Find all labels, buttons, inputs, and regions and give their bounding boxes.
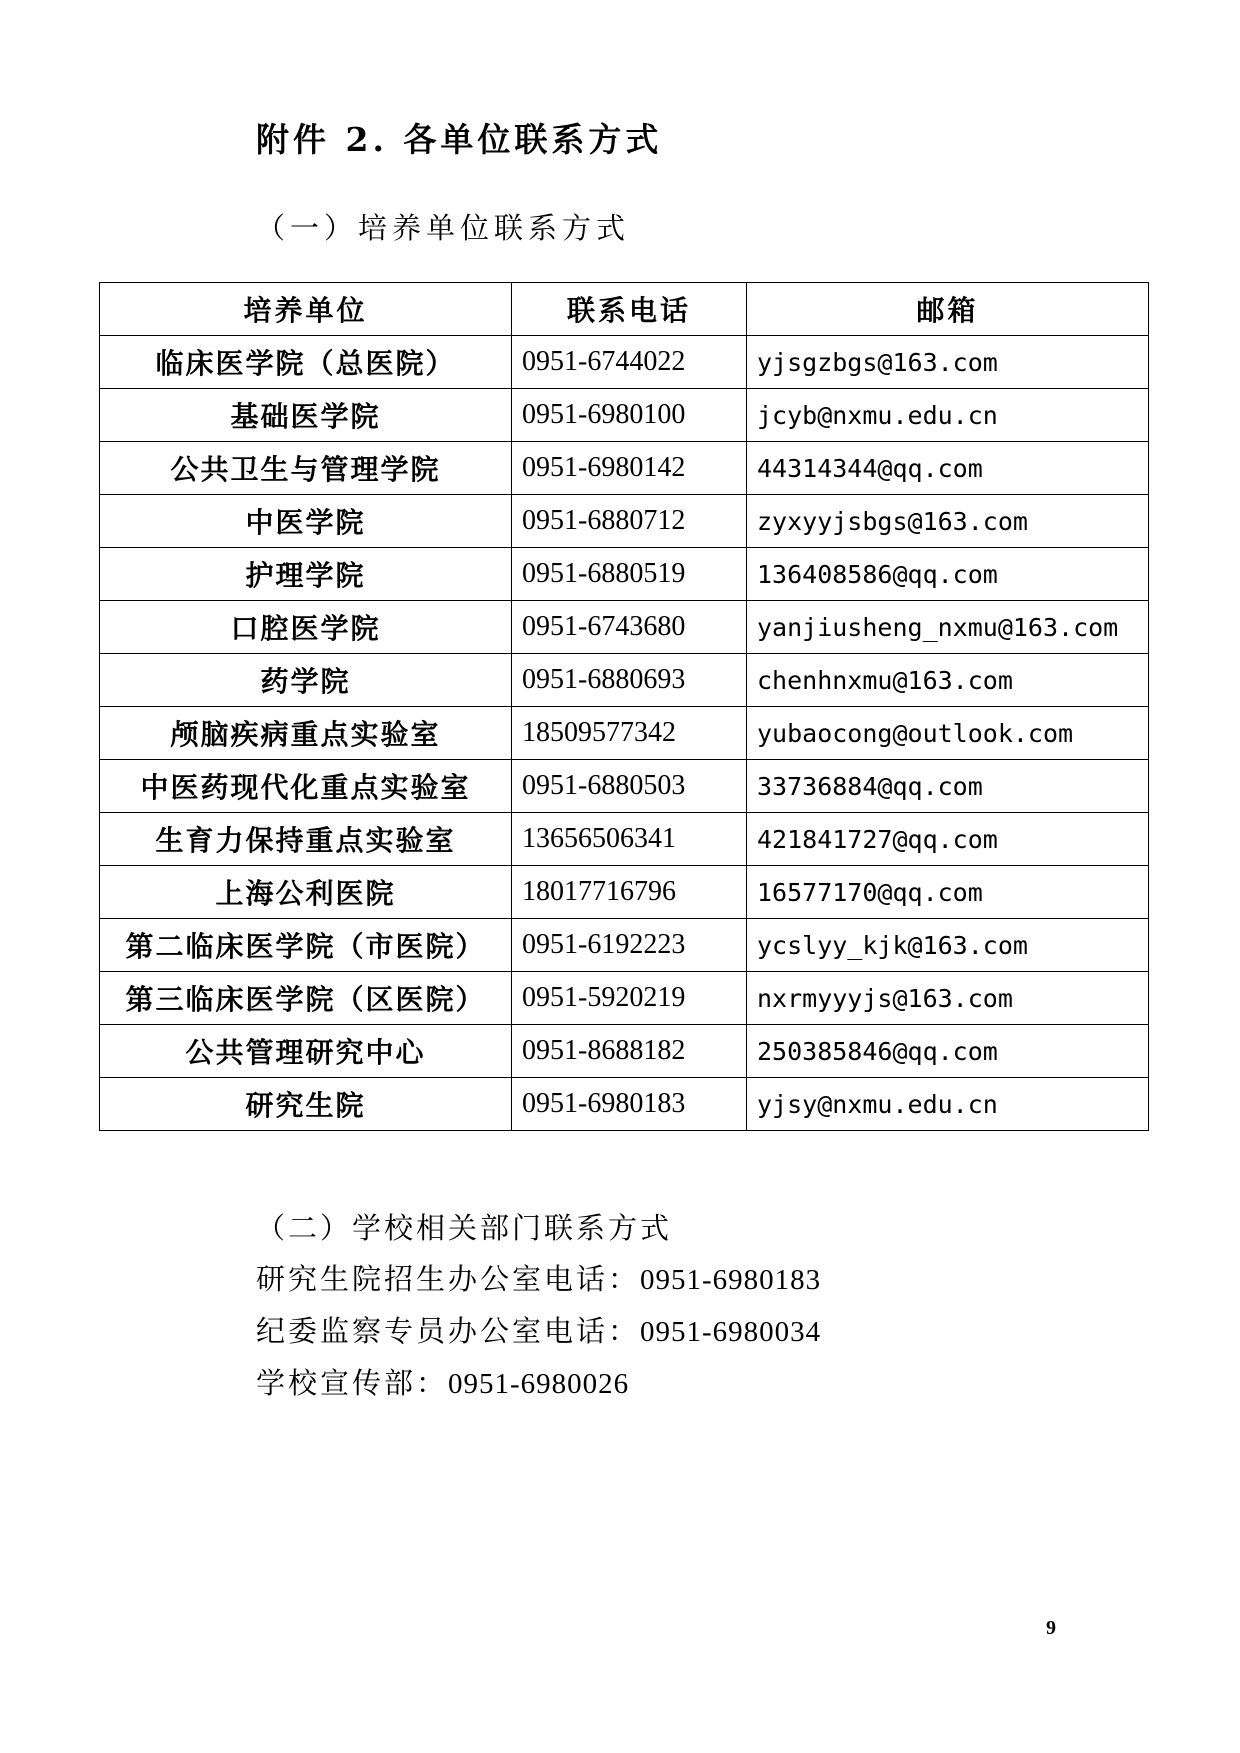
table-row <box>100 442 1149 495</box>
phone-cell: 0951-6192223 <box>512 919 747 972</box>
email-cell: yjsgzbgs@163.com <box>747 336 1149 389</box>
phone-cell: 18509577342 <box>512 707 747 760</box>
info-line-admissions <box>256 1257 821 1298</box>
unit-cell: 公共管理研究中心 <box>100 1025 512 1078</box>
email-cell: yubaocong@outlook.com <box>747 707 1149 760</box>
header-phone: 联系电话 <box>512 283 747 336</box>
email-cell: jcyb@nxmu.edu.cn <box>747 389 1149 442</box>
table-row <box>100 495 1149 548</box>
email-cell: 250385846@qq.com <box>747 1025 1149 1078</box>
phone-cell: 0951-6980183 <box>512 1078 747 1131</box>
table-row <box>100 654 1149 707</box>
email-cell: chenhnxmu@163.com <box>747 654 1149 707</box>
section1-title: （一）培养单位联系方式 <box>256 211 631 245</box>
email-cell: zyxyyjsbgs@163.com <box>747 495 1149 548</box>
table-row <box>100 1078 1149 1131</box>
unit-cell: 生育力保持重点实验室 <box>100 813 512 866</box>
contact-table <box>99 282 1149 1131</box>
table-row <box>100 813 1149 866</box>
email-cell: 16577170@qq.com <box>747 866 1149 919</box>
phone-cell: 0951-6744022 <box>512 336 747 389</box>
unit-cell: 中医学院 <box>100 495 512 548</box>
table-row <box>100 336 1149 389</box>
table-row <box>100 548 1149 601</box>
unit-cell: 护理学院 <box>100 548 512 601</box>
phone-cell: 0951-6743680 <box>512 601 747 654</box>
table-row <box>100 919 1149 972</box>
header-unit: 培养单位 <box>100 283 512 336</box>
unit-cell: 上海公利医院 <box>100 866 512 919</box>
table-row <box>100 760 1149 813</box>
email-cell: yjsy@nxmu.edu.cn <box>747 1078 1149 1131</box>
unit-cell: 基础医学院 <box>100 389 512 442</box>
email-cell: yanjiusheng_nxmu@163.com <box>747 601 1149 654</box>
phone-cell: 0951-8688182 <box>512 1025 747 1078</box>
table-row <box>100 1025 1149 1078</box>
table-header-row <box>100 283 1149 336</box>
info-phone: 0951-6980026 <box>448 1368 630 1400</box>
info-line-publicity <box>256 1361 629 1402</box>
phone-cell: 13656506341 <box>512 813 747 866</box>
info-phone: 0951-6980183 <box>640 1264 822 1296</box>
phone-cell: 0951-6980100 <box>512 389 747 442</box>
info-label: 纪委监察专员办公室电话： <box>256 1314 641 1348</box>
info-label: 学校宣传部： <box>256 1366 449 1400</box>
info-label: 研究生院招生办公室电话： <box>256 1262 641 1296</box>
email-cell: nxrmyyyjs@163.com <box>747 972 1149 1025</box>
phone-cell: 18017716796 <box>512 866 747 919</box>
unit-cell: 公共卫生与管理学院 <box>100 442 512 495</box>
info-line-discipline <box>256 1309 821 1350</box>
email-cell: ycslyy_kjk@163.com <box>747 919 1149 972</box>
unit-cell: 研究生院 <box>100 1078 512 1131</box>
header-email: 邮箱 <box>747 283 1149 336</box>
phone-cell: 0951-6880693 <box>512 654 747 707</box>
unit-cell: 颅脑疾病重点实验室 <box>100 707 512 760</box>
section2-title: （二）学校相关部门联系方式 <box>256 1211 673 1245</box>
email-cell: 421841727@qq.com <box>747 813 1149 866</box>
page-number: 9 <box>1046 1617 1056 1639</box>
unit-cell: 第二临床医学院（市医院） <box>100 919 512 972</box>
phone-cell: 0951-6980142 <box>512 442 747 495</box>
email-cell: 44314344@qq.com <box>747 442 1149 495</box>
unit-cell: 临床医学院（总医院） <box>100 336 512 389</box>
phone-cell: 0951-6880712 <box>512 495 747 548</box>
document-title: 附件 2. 各单位联系方式 <box>256 120 663 159</box>
email-cell: 33736884@qq.com <box>747 760 1149 813</box>
table-row <box>100 866 1149 919</box>
unit-cell: 药学院 <box>100 654 512 707</box>
table-row <box>100 601 1149 654</box>
unit-cell: 第三临床医学院（区医院） <box>100 972 512 1025</box>
phone-cell: 0951-6880503 <box>512 760 747 813</box>
phone-cell: 0951-6880519 <box>512 548 747 601</box>
table-row <box>100 389 1149 442</box>
unit-cell: 口腔医学院 <box>100 601 512 654</box>
info-phone: 0951-6980034 <box>640 1316 822 1348</box>
email-cell: 136408586@qq.com <box>747 548 1149 601</box>
phone-cell: 0951-5920219 <box>512 972 747 1025</box>
table-row <box>100 707 1149 760</box>
table-row <box>100 972 1149 1025</box>
unit-cell: 中医药现代化重点实验室 <box>100 760 512 813</box>
